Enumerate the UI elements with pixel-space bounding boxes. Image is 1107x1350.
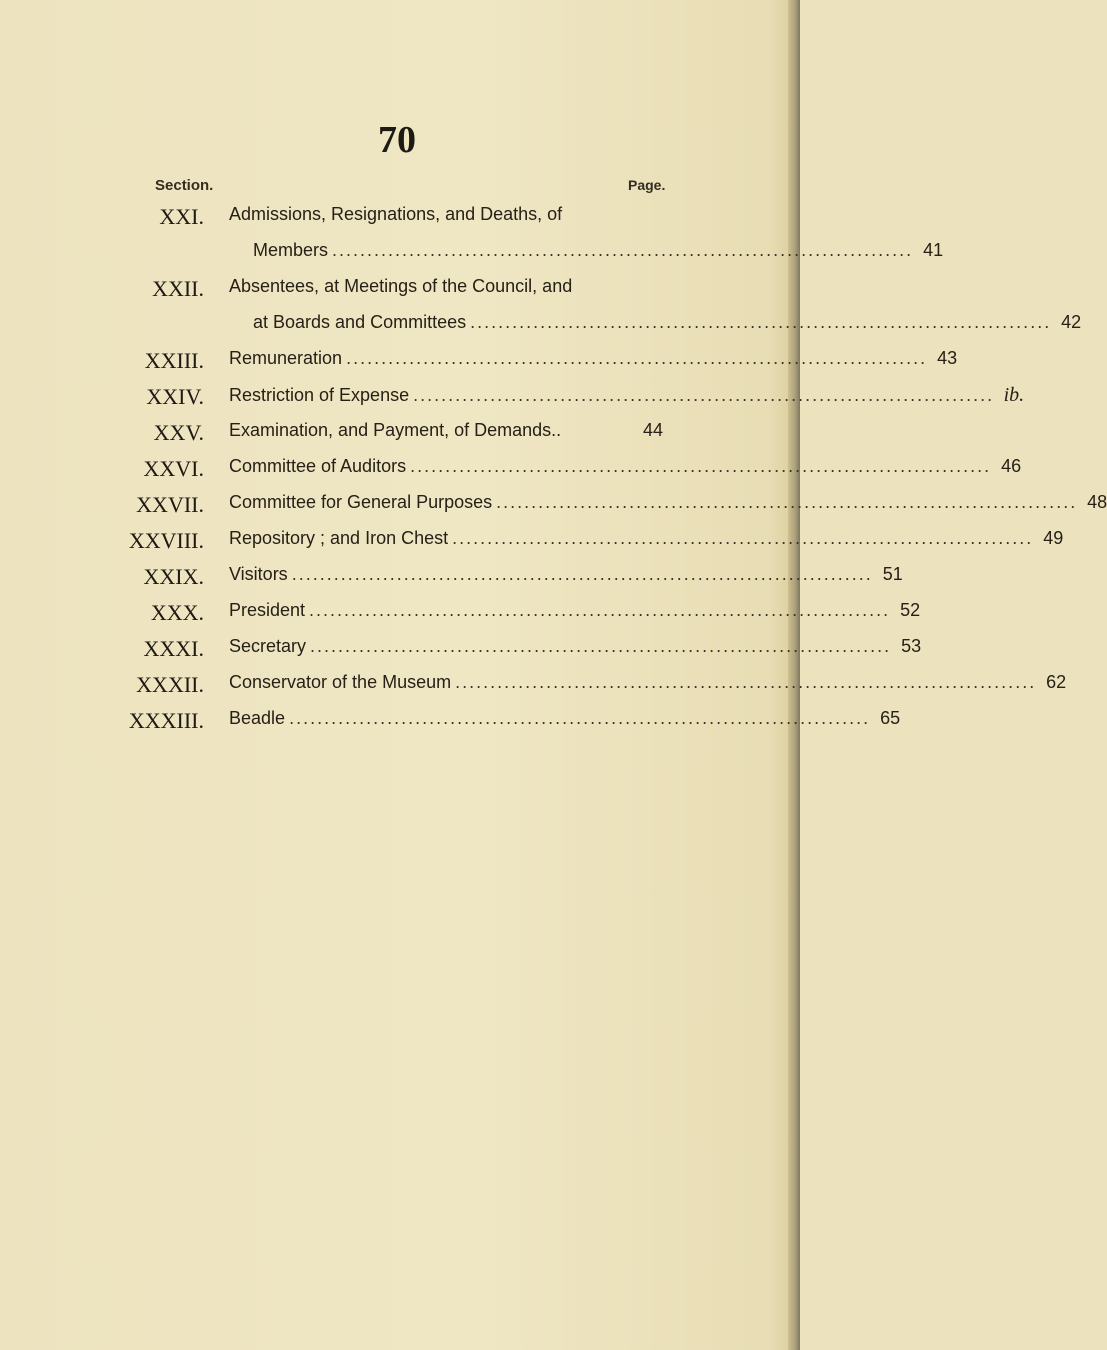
entry-page-number: 65 [880, 708, 901, 728]
dot-leader: ................................................................................... [470, 312, 1052, 332]
column-headers [0, 177, 800, 199]
toc-entry [0, 564, 903, 600]
section-numeral: XXIX. [143, 564, 204, 589]
entry-title: Secretary [229, 636, 307, 656]
toc-entry [0, 420, 800, 456]
entry-page-number: 44 [642, 420, 663, 440]
section-numeral: XXIII. [144, 348, 204, 373]
entry-page-number: 46 [1001, 456, 1022, 476]
entry-title-line [229, 348, 958, 376]
entry-title: Committee for General Purposes [229, 492, 493, 512]
entry-page-number: 51 [882, 564, 903, 584]
dot-leader: ................................................................................... [291, 564, 873, 584]
dot-leader: ................................................................................... [289, 708, 871, 728]
entry-page-number: 48 [1087, 492, 1107, 512]
toc-entry [0, 672, 1067, 708]
entry-title: Conservator of the Museum [229, 672, 452, 692]
toc-entry [0, 456, 1022, 492]
section-numeral: XXII. [152, 276, 204, 301]
entry-title-line [229, 204, 663, 232]
section-numeral: XXXIII. [128, 708, 204, 733]
toc-entry [0, 636, 922, 672]
section-numeral: XXXI. [143, 636, 204, 661]
entry-title: Beadle [229, 708, 286, 728]
dot-leader: ................................................................................... [413, 385, 995, 405]
entry-title-line [229, 708, 901, 736]
page-column-header: Page. [628, 177, 666, 193]
toc-entry [0, 204, 944, 260]
dot-leader: ................................................................................... [332, 240, 914, 260]
toc-entry [0, 384, 1025, 420]
dot-leader: ................................................................................... [310, 636, 892, 656]
toc-entry [0, 528, 1064, 564]
section-numeral: XXVIII. [128, 528, 204, 553]
dot-leader: ................................................................................... [309, 600, 891, 620]
toc-entry [0, 492, 1107, 528]
page-number: 70 [378, 119, 416, 161]
section-numeral: XXI. [159, 204, 204, 229]
entry-title: Members [253, 240, 329, 260]
entry-page-number: 62 [1046, 672, 1067, 692]
toc-entry [0, 348, 958, 384]
entry-title-line [253, 312, 1082, 340]
entry-title: Repository ; and Iron Chest [229, 528, 449, 548]
entry-title-line [229, 564, 903, 592]
entry-title-line [229, 276, 663, 304]
section-numeral: XXIV. [146, 384, 204, 409]
entry-page-number: ib. [1003, 384, 1025, 406]
entry-title-line [229, 420, 663, 448]
section-numeral: XXXII. [136, 672, 204, 697]
entry-title: at Boards and Committees [253, 312, 467, 332]
entry-page-number: 42 [1061, 312, 1082, 332]
section-numeral: XXX. [150, 600, 204, 625]
entry-page-number: 41 [923, 240, 944, 260]
entry-page-number: 43 [937, 348, 958, 368]
entry-title: Committee of Auditors [229, 456, 407, 476]
entry-title-line [229, 456, 1022, 484]
entry-page-number: 52 [900, 600, 921, 620]
entry-title: Examination, and Payment, of Demands.. [229, 420, 562, 440]
dot-leader: ................................................................................... [410, 456, 992, 476]
dot-leader: ................................................................................... [452, 528, 1034, 548]
entry-title: Absentees, at Meetings of the Council, and [229, 276, 573, 296]
toc-entry [0, 708, 901, 744]
entry-title: Restriction of Expense [229, 385, 410, 405]
entry-title: President [229, 600, 306, 620]
dot-leader: ................................................................................... [346, 348, 928, 368]
section-column-header: Section. [155, 177, 214, 194]
entry-title-line [229, 600, 921, 628]
entry-title-line [229, 528, 1064, 556]
entry-title-line [229, 672, 1067, 700]
entry-page-number: 53 [901, 636, 922, 656]
entry-title: Admissions, Resignations, and Deaths, of [229, 204, 563, 224]
entry-title-line [229, 384, 1025, 412]
entry-title: Visitors [229, 564, 288, 584]
section-numeral: XXV. [153, 420, 204, 445]
toc-entry [0, 276, 1082, 332]
dot-leader: ................................................................................... [455, 672, 1037, 692]
dot-leader: ................................................................................... [496, 492, 1078, 512]
entry-page-number: 49 [1043, 528, 1064, 548]
section-numeral: XXVII. [136, 492, 204, 517]
entry-title-line [253, 240, 944, 268]
entry-title-line [229, 492, 1107, 520]
section-numeral: XXVI. [143, 456, 204, 481]
entry-title-line [229, 636, 922, 664]
entry-title: Remuneration [229, 348, 343, 368]
toc-entry [0, 600, 921, 636]
